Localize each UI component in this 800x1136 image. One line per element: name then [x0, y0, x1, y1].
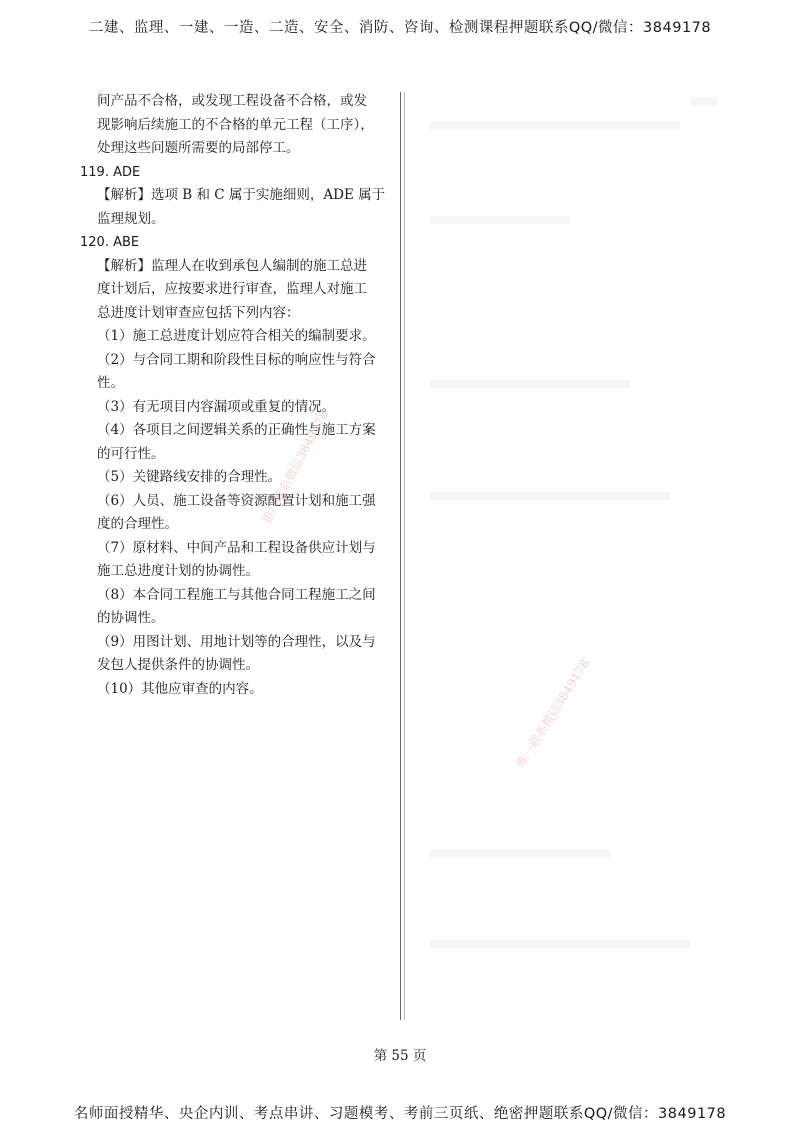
- text-line: （8）本合同工程施工与其他合同工程施工之间: [97, 586, 376, 603]
- bleed-through-mark: [690, 98, 718, 106]
- text-line: 发包人提供条件的协调性。: [97, 657, 259, 673]
- text-line: 度的合理性。: [97, 516, 178, 532]
- text-line: （1）施工总进度计划应符合相关的编制要求。: [97, 328, 376, 344]
- text-line: （4）各项目之间逻辑关系的正确性与施工方案: [97, 422, 376, 438]
- answer-column: [80, 90, 400, 701]
- column-divider: [400, 92, 401, 1020]
- text-line: 施工总进度计划的协调性。: [97, 563, 259, 579]
- bleed-through-mark: [430, 850, 610, 858]
- header-banner: 二建、监理、一建、一造、二造、安全、消防、咨询、检测课程押题联系QQ/微信：3849178: [88, 20, 712, 36]
- text-line: 总进度计划审查应包括下列内容：: [97, 304, 300, 321]
- text-line: （7）原材料、中间产品和工程设备供应计划与: [97, 539, 376, 556]
- text-line: 监理规划。: [97, 210, 165, 227]
- text-line: 间产品不合格，或发现工程设备不合格，或发: [97, 93, 367, 109]
- text-line: 度计划后，应按要求进行审查，监理人对施工: [97, 281, 367, 297]
- text-line: （9）用图计划、用地计划等的合理性，以及与: [97, 633, 376, 650]
- bleed-through-mark: [430, 122, 680, 130]
- bleed-through-mark: [430, 492, 670, 500]
- text-line: （5）关键路线安排的合理性。: [97, 469, 282, 485]
- text-line: （2）与合同工期和阶段性目标的响应性与符合: [97, 351, 376, 368]
- text-line: 的可行性。: [97, 445, 165, 462]
- text-line: 现影响后续施工的不合格的单元工程（工序），: [97, 116, 374, 133]
- bleed-through-mark: [430, 380, 630, 388]
- watermark-2: 唯一联系微信3849178: [513, 656, 593, 771]
- watermark-1: 推广联系微信3849178: [259, 408, 332, 526]
- answer-heading: 120. ABE: [80, 235, 140, 250]
- column-divider-shadow: [404, 92, 405, 1020]
- text-line: 【解析】监理人在收到承包人编制的施工总进: [97, 257, 367, 274]
- bleed-through-mark: [430, 940, 690, 948]
- text-line: 的协调性。: [97, 610, 165, 626]
- text-line: 性。: [97, 375, 124, 391]
- text-line: 处理这些问题所需要的局部停工。: [97, 140, 300, 156]
- text-line: （6）人员、施工设备等资源配置计划和施工强: [97, 492, 376, 509]
- text-line: 【解析】选项 B 和 C 属于实施细则，ADE 属于: [97, 187, 386, 203]
- page-number: 第 55 页: [373, 1048, 427, 1064]
- bleed-through-mark: [430, 216, 570, 224]
- footer-banner: 名师面授精华、央企内训、考点串讲、习题模考、考前三页纸、绝密押题联系QQ/微信：3849178: [73, 1106, 727, 1122]
- text-line: （10）其他应审查的内容。: [97, 680, 263, 697]
- text-line: （3）有无项目内容漏项或重复的情况。: [97, 398, 336, 415]
- answer-heading: 119. ADE: [80, 164, 141, 180]
